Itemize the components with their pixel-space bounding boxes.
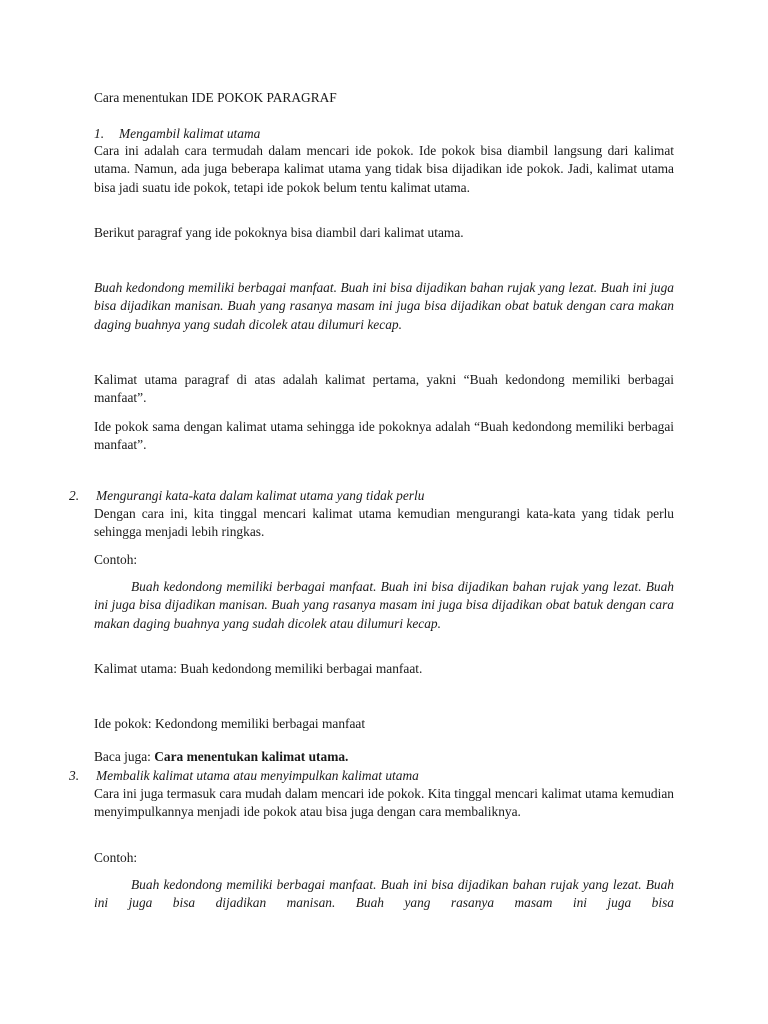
section-1-paragraph-3: Kalimat utama paragraf di atas adalah kalimat pertama, yakni “Buah kedondong memiliki berbagai manfaat”. bbox=[94, 372, 674, 406]
section-1-example-paragraph: Buah kedondong memiliki berbagai manfaat. Buah ini bisa dijadikan bahan rujak yang lezat. Buah ini juga bisa dijadikan manisan. Buah yang rasanya masam ini juga bisa dijadikan obat batuk dengan cara makan daging buahnya yang sudah dicolek atau dilumuri kecap. bbox=[94, 280, 674, 332]
section-2-title: Mengurangi kata-kata dalam kalimat utama yang tidak perlu bbox=[96, 488, 425, 503]
section-1-title: Mengambil kalimat utama bbox=[119, 126, 261, 141]
baca-juga-label: Baca juga: bbox=[94, 749, 155, 764]
section-3-title: Membalik kalimat utama atau menyimpulkan kalimat utama bbox=[96, 768, 419, 783]
section-2-example-paragraph: Buah kedondong memiliki berbagai manfaat. Buah ini bisa dijadikan bahan rujak yang lezat. Buah ini juga bisa dijadikan manisan. Buah yang rasanya masam ini juga bisa dijadikan obat batuk dengan cara makan daging buahnya yang sudah dicolek atau dilumuri kecap. bbox=[94, 579, 674, 631]
section-2-number: 2. bbox=[69, 488, 80, 503]
baca-juga-line bbox=[94, 748, 674, 766]
baca-juga-link[interactable]: Cara menentukan kalimat utama. bbox=[154, 749, 349, 764]
section-1-paragraph-4: Ide pokok sama dengan kalimat utama sehingga ide pokoknya adalah “Buah kedondong memiliki berbagai manfaat”. bbox=[94, 419, 674, 453]
section-2-kalimat-utama: Kalimat utama: Buah kedondong memiliki berbagai manfaat. bbox=[94, 661, 423, 676]
section-3-contoh-label: Contoh: bbox=[94, 850, 138, 865]
section-1-paragraph-2: Berikut paragraf yang ide pokoknya bisa diambil dari kalimat utama. bbox=[94, 225, 464, 240]
section-1-number: 1. bbox=[94, 126, 105, 141]
section-3-example-paragraph: Buah kedondong memiliki berbagai manfaat. Buah ini bisa dijadikan bahan rujak yang lezat. Buah ini juga bisa dijadikan manisan. Buah yang rasanya masam ini juga bisa bbox=[94, 877, 674, 911]
section-1-paragraph-1: Cara ini adalah cara termudah dalam mencari ide pokok. Ide pokok bisa diambil langsung dari kalimat utama. Namun, ada juga beberapa kalimat utama yang tidak bisa dijadikan ide pokok. Jadi, kalimat utama bisa jadi suatu ide pokok, tetapi ide pokok belum tentu kalimat utama. bbox=[94, 143, 674, 195]
section-1-heading bbox=[94, 125, 260, 143]
document-title: Cara menentukan IDE POKOK PARAGRAF bbox=[94, 90, 337, 105]
section-2-ide-pokok: Ide pokok: Kedondong memiliki berbagai manfaat bbox=[94, 716, 366, 731]
section-2-heading bbox=[69, 487, 424, 505]
section-2-contoh-label: Contoh: bbox=[94, 552, 138, 567]
section-3-heading bbox=[69, 767, 419, 785]
section-3-number: 3. bbox=[69, 768, 80, 783]
section-2-paragraph-1: Dengan cara ini, kita tinggal mencari kalimat utama kemudian mengurangi kata-kata yang tidak perlu sehingga menjadi lebih ringkas. bbox=[94, 506, 674, 540]
section-3-paragraph-1: Cara ini juga termasuk cara mudah dalam mencari ide pokok. Kita tinggal mencari kalimat utama kemudian menyimpulkannya menjadi ide pokok atau bisa juga dengan cara membaliknya. bbox=[94, 786, 674, 820]
